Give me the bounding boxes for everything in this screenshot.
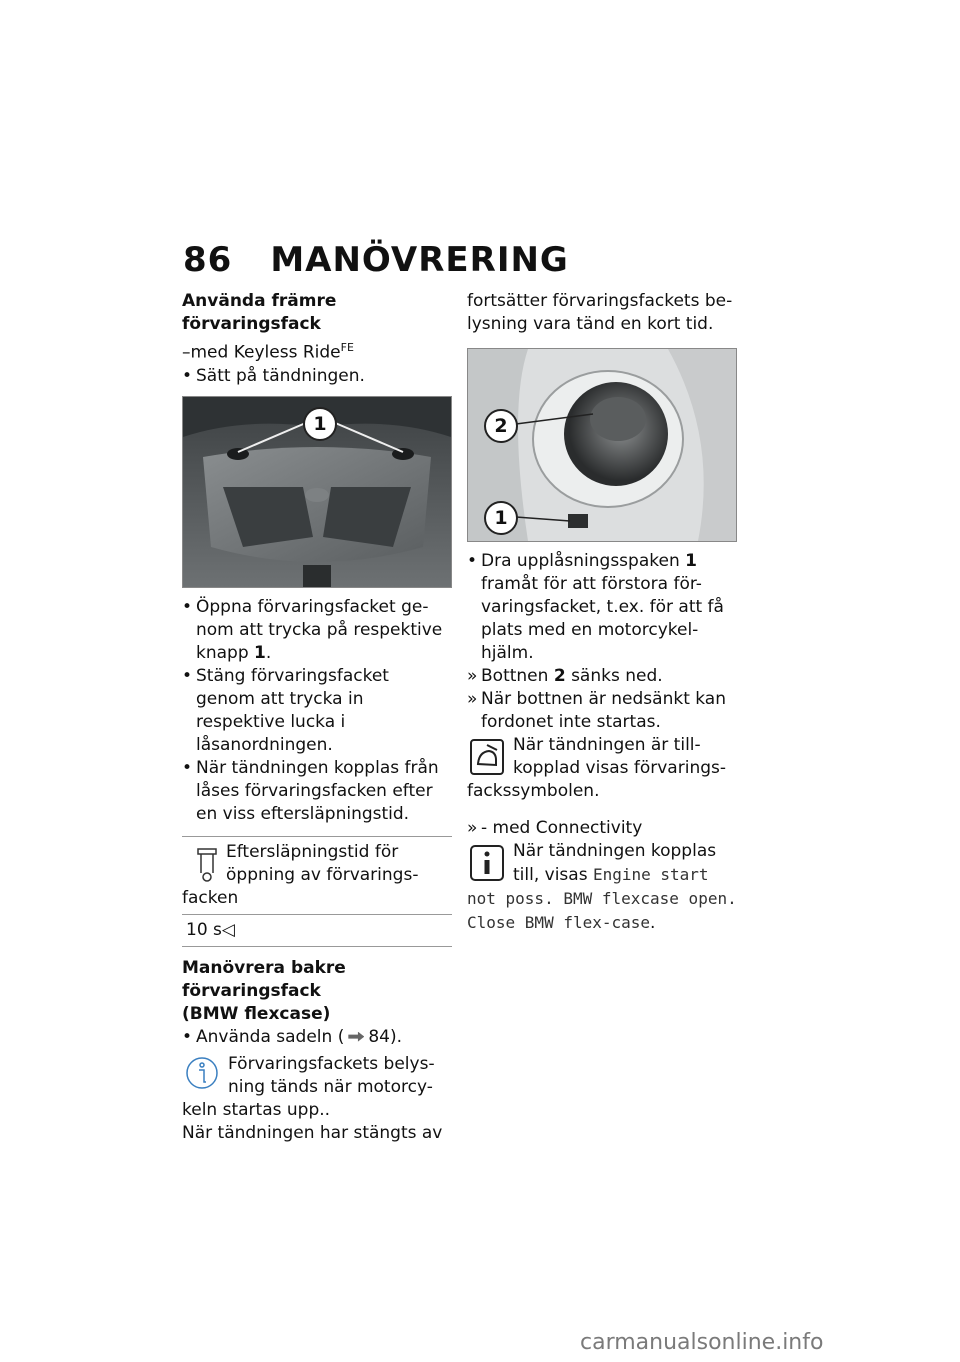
figure-front-compartment xyxy=(182,396,452,588)
note-text-end: . xyxy=(650,913,656,933)
result-floor-lowered xyxy=(467,665,737,688)
step-text-cont: framåt för att förstora för-varingsfacket, t.ex. för att få plats med en motorcykel-hjälm. xyxy=(481,574,724,663)
delay-table-value-row xyxy=(182,915,452,946)
step-text: Öppna förvaringsfacket ge-nom att trycka på respektive knapp xyxy=(196,596,443,663)
page-ref[interactable]: 84 xyxy=(368,1026,390,1047)
info-note-connectivity xyxy=(467,840,737,935)
result-text-end: sänks ned. xyxy=(571,666,663,686)
delay-table xyxy=(182,836,452,947)
step-ref-number: 1 xyxy=(254,642,266,663)
step-text: Dra upplåsningsspaken xyxy=(481,551,680,571)
watermark[interactable]: carmanualsonline.info xyxy=(580,1330,824,1355)
heading-line: förvaringsfack xyxy=(182,314,321,334)
step-pull-lever xyxy=(467,550,737,665)
keyless-condition xyxy=(182,336,452,365)
lighting-continued-right: fortsätter förvaringsfackets be-lysning vara tänd en kort tid. xyxy=(467,291,733,334)
delay-table-label-row xyxy=(182,837,452,915)
info-icon xyxy=(184,1055,220,1097)
flexcase-symbol-icon xyxy=(469,736,505,778)
keyless-text: –med Keyless Ride xyxy=(182,342,341,363)
page-number: 86 xyxy=(183,240,233,280)
result-ref-number: 2 xyxy=(553,666,566,686)
heading-line: Använda främre xyxy=(182,291,337,311)
delay-value: 10 s xyxy=(186,919,222,940)
step-text-end: . xyxy=(265,642,272,663)
page-ref-arrow-icon xyxy=(348,1032,364,1042)
section-heading-rear xyxy=(182,957,452,1026)
note-text: När tändningen kopplas till, visas xyxy=(513,841,717,885)
info-note-lighting xyxy=(182,1053,452,1122)
keyless-sup: FE xyxy=(340,341,354,354)
delay-label: Eftersläpningstid för öppning av förvarings-facken xyxy=(182,841,419,908)
result-no-start: » När bottnen är nedsänkt kan fordonet inte startas. xyxy=(467,688,737,734)
heading-line: Manövrera bakre xyxy=(182,957,346,978)
heading-line: förvaringsfack xyxy=(182,980,321,1001)
figure-flexcase xyxy=(467,348,737,542)
step-open-compartment xyxy=(182,596,452,665)
lighting-continued: När tändningen har stängts av xyxy=(182,1122,443,1143)
heading-line: (BMW flexcase) xyxy=(182,1003,331,1024)
step-text-end: ). xyxy=(389,1026,403,1047)
display-message: Engine start not poss. BMW flexcase open. Close BMW flex-case xyxy=(467,865,737,932)
step-ignition-on: • Sätt på tändningen. xyxy=(182,365,452,388)
figure-label-2: 2 xyxy=(484,409,518,443)
figure-label-1: 1 xyxy=(484,501,518,535)
info-box-icon xyxy=(469,842,505,884)
step-text: Använda sadeln ( xyxy=(196,1026,345,1047)
step-auto-lock: • När tändningen kopplas från låses förvaringsfacken efter en viss eftersläpningstid. xyxy=(182,757,452,826)
left-column xyxy=(182,290,452,1145)
right-column xyxy=(467,290,737,935)
page-title: MANÖVRERING xyxy=(270,240,569,280)
figure-label-1: 1 xyxy=(303,407,337,441)
section-heading-front xyxy=(182,290,452,336)
note-text: Förvaringsfackets belys-ning tänds när motorcy-keln startas upp.. xyxy=(182,1053,435,1120)
step-use-seat xyxy=(182,1026,452,1049)
note-symbol xyxy=(467,734,737,803)
step-close-compartment: • Stäng förvaringsfacket genom att trycka in respektive lucka i låsanordningen. xyxy=(182,665,452,757)
note-text: När tändningen är till-kopplad visas förvarings-fackssymbolen. xyxy=(467,735,726,801)
step-ref-number: 1 xyxy=(685,551,697,571)
result-text: Bottnen xyxy=(481,666,549,686)
end-mark: ◁ xyxy=(221,919,235,940)
tool-icon xyxy=(196,847,218,883)
condition-connectivity: » - med Connectivity xyxy=(467,817,737,840)
page-header xyxy=(183,240,569,280)
